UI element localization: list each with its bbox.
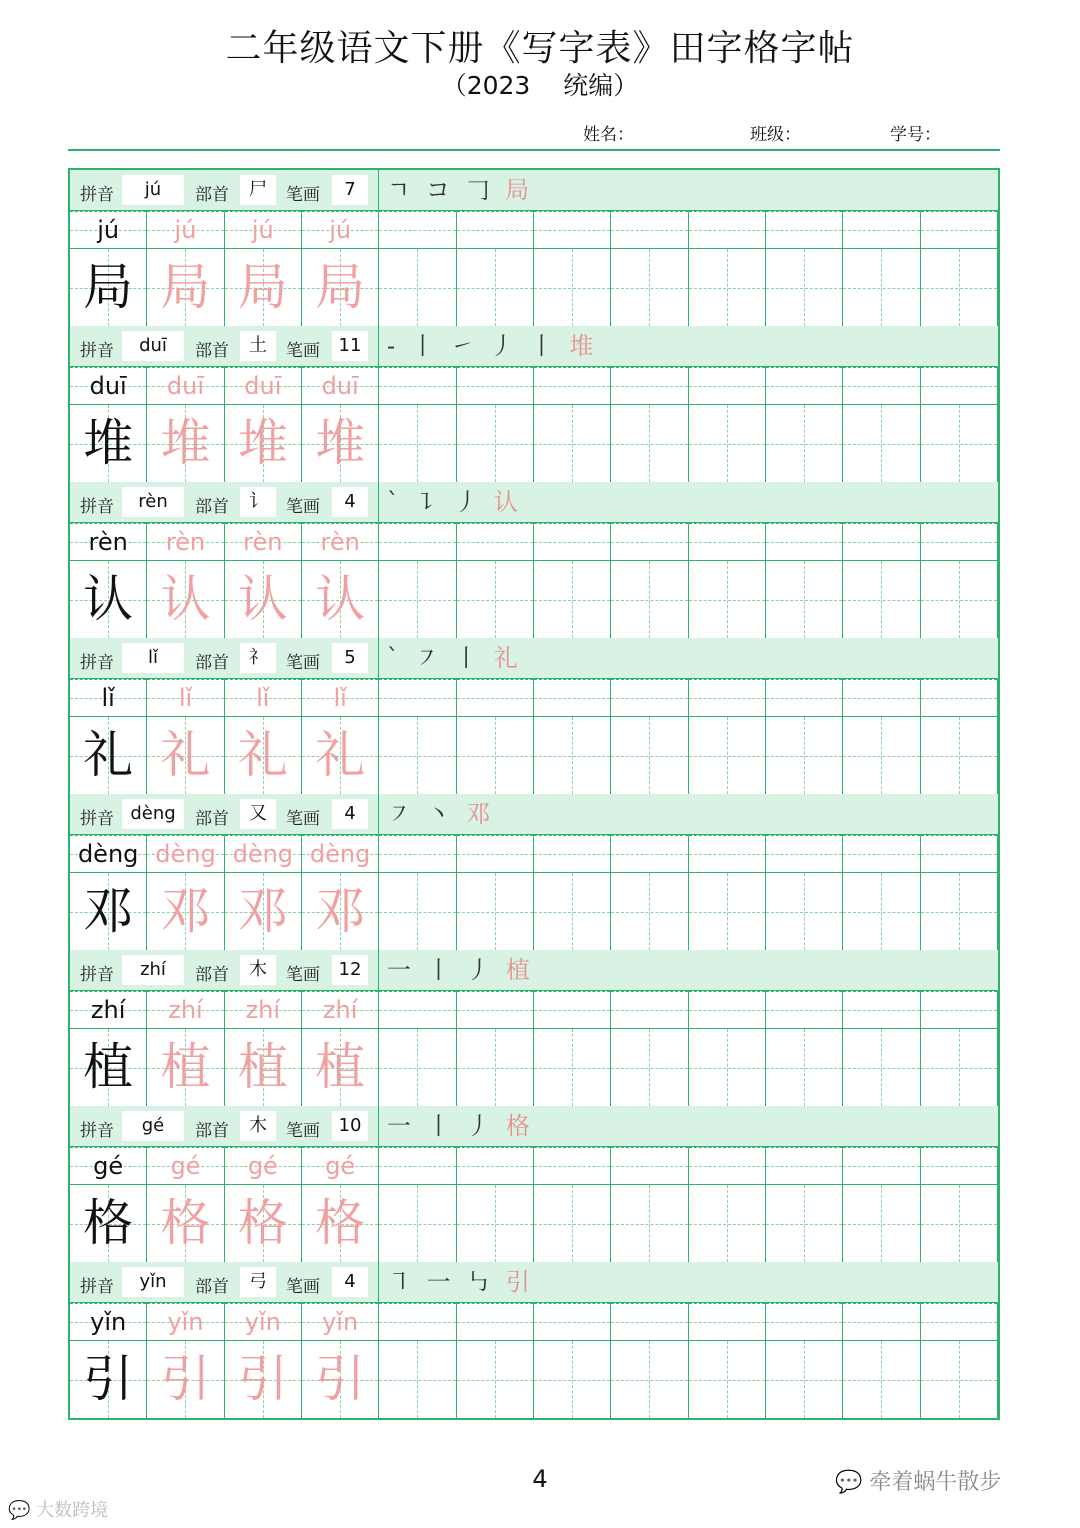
trace-character: 礼 bbox=[160, 726, 211, 784]
trace-character: 局 bbox=[315, 258, 366, 316]
trace-pinyin: jú bbox=[174, 216, 197, 244]
grid-cell-blank[interactable] bbox=[534, 835, 611, 950]
watermark-source-text: 大数跨境 bbox=[36, 1500, 109, 1521]
model-character: 格 bbox=[83, 1194, 134, 1252]
radical-label: 部首 bbox=[195, 965, 229, 985]
stroke-count-label: 笔画 bbox=[286, 497, 320, 517]
grid-cell-model bbox=[70, 679, 147, 794]
pinyin-value: duī bbox=[122, 331, 184, 361]
writing-grid bbox=[70, 211, 998, 326]
grid-cell-blank[interactable] bbox=[689, 991, 766, 1106]
stroke-count-value: 4 bbox=[332, 1267, 368, 1297]
grid-cell-blank[interactable] bbox=[843, 367, 920, 482]
trace-character: 引 bbox=[160, 1350, 211, 1408]
trace-pinyin: dèng bbox=[155, 840, 216, 868]
radical-value: 土 bbox=[240, 331, 276, 361]
grid-cell-trace bbox=[147, 679, 224, 794]
grid-cell-blank[interactable] bbox=[457, 523, 534, 638]
trace-character: 认 bbox=[315, 570, 366, 628]
grid-cell-trace bbox=[225, 991, 302, 1106]
stroke-order-shown: 一 丨 丿 bbox=[387, 1112, 495, 1140]
grid-cell-trace bbox=[302, 835, 379, 950]
grid-cell-blank[interactable] bbox=[843, 1147, 920, 1262]
grid-cell-trace bbox=[147, 1303, 224, 1418]
character-block bbox=[70, 794, 998, 950]
grid-cell-blank[interactable] bbox=[921, 835, 998, 950]
grid-cell-trace bbox=[302, 1147, 379, 1262]
stroke-count-value: 5 bbox=[332, 643, 368, 673]
grid-cell-trace bbox=[302, 523, 379, 638]
model-pinyin: gé bbox=[93, 1152, 124, 1180]
grid-cell-model bbox=[70, 1303, 147, 1418]
grid-cell-blank[interactable] bbox=[843, 991, 920, 1106]
trace-character: 邓 bbox=[315, 882, 366, 940]
grid-cell-blank[interactable] bbox=[379, 679, 456, 794]
trace-character: 格 bbox=[160, 1194, 211, 1252]
char-info-bar bbox=[70, 950, 998, 991]
page-subtitle: （2023 统编） bbox=[441, 71, 639, 100]
grid-cell-blank[interactable] bbox=[689, 679, 766, 794]
pinyin-value: zhí bbox=[122, 955, 184, 985]
grid-cell-blank[interactable] bbox=[611, 367, 688, 482]
pinyin-label: 拼音 bbox=[80, 497, 114, 517]
grid-cell-blank[interactable] bbox=[843, 679, 920, 794]
trace-character: 引 bbox=[237, 1350, 288, 1408]
pinyin-label: 拼音 bbox=[80, 809, 114, 829]
pinyin-value: yǐn bbox=[122, 1267, 184, 1297]
grid-cell-blank[interactable] bbox=[921, 367, 998, 482]
stroke-count-value: 10 bbox=[332, 1111, 368, 1141]
grid-cell-trace bbox=[302, 367, 379, 482]
trace-character: 引 bbox=[315, 1350, 366, 1408]
stroke-count-value: 4 bbox=[332, 487, 368, 517]
stroke-order-shown: ㇇ 丶 bbox=[387, 800, 455, 828]
grid-cell-blank[interactable] bbox=[534, 523, 611, 638]
grid-cell-blank[interactable] bbox=[766, 835, 843, 950]
stroke-order bbox=[378, 1106, 1007, 1146]
watermark-account-text: 牵着蜗牛散步 bbox=[869, 1470, 1002, 1495]
grid-cell-trace bbox=[225, 679, 302, 794]
stroke-order-shown: ㄱ コ 𠃌 bbox=[387, 176, 494, 204]
trace-pinyin: gé bbox=[325, 1152, 356, 1180]
writing-grid bbox=[70, 1147, 998, 1262]
stroke-order-trace: 认 bbox=[493, 488, 522, 516]
trace-pinyin: rèn bbox=[243, 528, 283, 556]
grid-cell-blank[interactable] bbox=[534, 1303, 611, 1418]
trace-pinyin: duī bbox=[321, 372, 359, 400]
model-character: 植 bbox=[83, 1038, 134, 1096]
stroke-count-value: 4 bbox=[332, 799, 368, 829]
stroke-order-trace: 堆 bbox=[569, 332, 598, 360]
grid-cell-blank[interactable] bbox=[766, 1147, 843, 1262]
grid-cell-blank[interactable] bbox=[379, 1303, 456, 1418]
trace-pinyin: duī bbox=[244, 372, 282, 400]
character-block bbox=[70, 326, 998, 482]
stroke-count-value: 7 bbox=[332, 175, 368, 205]
grid-cell-trace bbox=[225, 835, 302, 950]
trace-character: 格 bbox=[315, 1194, 366, 1252]
grid-cell-blank[interactable] bbox=[689, 1303, 766, 1418]
class-label: 班级： bbox=[750, 125, 801, 145]
model-character: 认 bbox=[83, 570, 134, 628]
char-info-bar bbox=[70, 1262, 998, 1303]
grid-cell-blank[interactable] bbox=[457, 367, 534, 482]
model-character: 局 bbox=[83, 258, 134, 316]
grid-cell-blank[interactable] bbox=[457, 1303, 534, 1418]
grid-cell-blank[interactable] bbox=[457, 211, 534, 326]
stroke-order-trace: 引 bbox=[505, 1268, 534, 1296]
model-pinyin: dèng bbox=[77, 840, 139, 868]
radical-label: 部首 bbox=[195, 809, 229, 829]
stroke-count-value: 11 bbox=[332, 331, 368, 361]
grid-cell-blank[interactable] bbox=[689, 367, 766, 482]
trace-character: 格 bbox=[237, 1194, 288, 1252]
writing-grid bbox=[70, 523, 998, 638]
stroke-count-label: 笔画 bbox=[286, 1277, 320, 1297]
grid-cell-blank[interactable] bbox=[843, 211, 920, 326]
stroke-order bbox=[378, 170, 1007, 210]
model-pinyin: duī bbox=[89, 372, 127, 400]
grid-cell-blank[interactable] bbox=[921, 679, 998, 794]
radical-value: 弓 bbox=[240, 1267, 276, 1297]
char-info-bar bbox=[70, 638, 998, 679]
model-character: 邓 bbox=[83, 882, 134, 940]
grid-cell-blank[interactable] bbox=[921, 211, 998, 326]
grid-cell-model bbox=[70, 367, 147, 482]
trace-pinyin: zhí bbox=[245, 996, 281, 1024]
trace-character: 堆 bbox=[237, 414, 288, 472]
trace-character: 邓 bbox=[160, 882, 211, 940]
trace-pinyin: yǐn bbox=[167, 1308, 204, 1336]
grid-cell-blank[interactable] bbox=[611, 991, 688, 1106]
grid-cell-trace bbox=[225, 1303, 302, 1418]
grid-cell-blank[interactable] bbox=[379, 211, 456, 326]
grid-cell-blank[interactable] bbox=[534, 1147, 611, 1262]
radical-label: 部首 bbox=[195, 1121, 229, 1141]
pinyin-value: gé bbox=[122, 1111, 184, 1141]
grid-cell-blank[interactable] bbox=[379, 1147, 456, 1262]
trace-pinyin: zhí bbox=[322, 996, 358, 1024]
model-character: 礼 bbox=[83, 726, 134, 784]
stroke-order-trace: 邓 bbox=[466, 800, 495, 828]
grid-cell-trace bbox=[225, 367, 302, 482]
writing-grid bbox=[70, 991, 998, 1106]
radical-label: 部首 bbox=[195, 341, 229, 361]
char-info-bar bbox=[70, 170, 998, 211]
stroke-order-shown: ` ㇊ 丿 bbox=[387, 488, 483, 516]
stroke-order-trace: 格 bbox=[505, 1112, 534, 1140]
radical-value: 又 bbox=[240, 799, 276, 829]
grid-cell-blank[interactable] bbox=[379, 835, 456, 950]
stroke-count-value: 12 bbox=[332, 955, 368, 985]
grid-cell-trace bbox=[302, 1303, 379, 1418]
grid-cell-blank[interactable] bbox=[457, 835, 534, 950]
header-rule bbox=[68, 149, 1000, 151]
pinyin-value: dèng bbox=[122, 799, 184, 829]
trace-character: 局 bbox=[160, 258, 211, 316]
grid-cell-trace bbox=[147, 1147, 224, 1262]
radical-label: 部首 bbox=[195, 185, 229, 205]
grid-cell-blank[interactable] bbox=[611, 1147, 688, 1262]
grid-cell-blank[interactable] bbox=[379, 991, 456, 1106]
grid-cell-blank[interactable] bbox=[689, 1147, 766, 1262]
trace-character: 植 bbox=[315, 1038, 366, 1096]
stroke-count-label: 笔画 bbox=[286, 809, 320, 829]
pinyin-value: lǐ bbox=[122, 643, 184, 673]
name-label: 姓名： bbox=[583, 125, 634, 145]
grid-cell-blank[interactable] bbox=[689, 211, 766, 326]
grid-cell-blank[interactable] bbox=[534, 679, 611, 794]
char-info-bar bbox=[70, 1106, 998, 1147]
model-character: 引 bbox=[83, 1350, 134, 1408]
grid-cell-blank[interactable] bbox=[843, 835, 920, 950]
radical-label: 部首 bbox=[195, 653, 229, 673]
trace-pinyin: yǐn bbox=[244, 1308, 281, 1336]
stroke-order bbox=[378, 950, 1007, 990]
model-pinyin: jú bbox=[97, 216, 120, 244]
char-info-bar bbox=[70, 326, 998, 367]
watermark-account: 💬 牵着蜗牛散步 bbox=[835, 1470, 1002, 1495]
pinyin-label: 拼音 bbox=[80, 341, 114, 361]
char-info-bar bbox=[70, 794, 998, 835]
grid-cell-blank[interactable] bbox=[534, 991, 611, 1106]
stroke-order-trace: 植 bbox=[505, 956, 534, 984]
model-pinyin: zhí bbox=[90, 996, 126, 1024]
grid-cell-blank[interactable] bbox=[689, 835, 766, 950]
grid-cell-model bbox=[70, 835, 147, 950]
grid-cell-trace bbox=[147, 991, 224, 1106]
trace-character: 邓 bbox=[237, 882, 288, 940]
pinyin-label: 拼音 bbox=[80, 1121, 114, 1141]
pinyin-label: 拼音 bbox=[80, 1277, 114, 1297]
writing-grid bbox=[70, 835, 998, 950]
writing-grid bbox=[70, 679, 998, 794]
student-id-label: 学号： bbox=[890, 125, 941, 145]
radical-value: 尸 bbox=[240, 175, 276, 205]
writing-grid bbox=[70, 1303, 998, 1418]
char-info-bar bbox=[70, 482, 998, 523]
pinyin-label: 拼音 bbox=[80, 653, 114, 673]
grid-cell-trace bbox=[302, 991, 379, 1106]
stroke-count-label: 笔画 bbox=[286, 341, 320, 361]
stroke-count-label: 笔画 bbox=[286, 653, 320, 673]
trace-pinyin: jú bbox=[251, 216, 274, 244]
trace-pinyin: jú bbox=[329, 216, 352, 244]
trace-character: 认 bbox=[237, 570, 288, 628]
watermark-source: 💬 大数跨境 bbox=[8, 1500, 109, 1521]
grid-cell-blank[interactable] bbox=[611, 211, 688, 326]
grid-cell-blank[interactable] bbox=[534, 211, 611, 326]
grid-cell-blank[interactable] bbox=[689, 523, 766, 638]
grid-cell-blank[interactable] bbox=[921, 1147, 998, 1262]
character-block bbox=[70, 482, 998, 638]
stroke-order-shown: 一 丨 丿 bbox=[387, 956, 495, 984]
character-block bbox=[70, 950, 998, 1106]
grid-cell-model bbox=[70, 523, 147, 638]
stroke-order bbox=[378, 326, 1007, 366]
grid-cell-blank[interactable] bbox=[457, 1147, 534, 1262]
grid-cell-blank[interactable] bbox=[921, 991, 998, 1106]
stroke-order bbox=[378, 1262, 1007, 1302]
grid-cell-blank[interactable] bbox=[379, 523, 456, 638]
pinyin-value: rèn bbox=[122, 487, 184, 517]
stroke-order-shown: ㇕ 一 ㇉ bbox=[387, 1268, 495, 1296]
model-character: 堆 bbox=[83, 414, 134, 472]
radical-value: 讠 bbox=[240, 487, 276, 517]
trace-pinyin: lǐ bbox=[333, 684, 347, 712]
trace-pinyin: rèn bbox=[165, 528, 206, 556]
grid-cell-blank[interactable] bbox=[379, 367, 456, 482]
stroke-order bbox=[378, 794, 1007, 834]
grid-cell-trace bbox=[302, 679, 379, 794]
trace-pinyin: dèng bbox=[309, 840, 371, 868]
trace-character: 堆 bbox=[160, 414, 211, 472]
grid-cell-blank[interactable] bbox=[843, 523, 920, 638]
grid-cell-blank[interactable] bbox=[611, 835, 688, 950]
grid-cell-model bbox=[70, 211, 147, 326]
grid-cell-blank[interactable] bbox=[534, 367, 611, 482]
grid-cell-blank[interactable] bbox=[766, 679, 843, 794]
practice-sheet bbox=[68, 168, 1000, 1420]
radical-value: 木 bbox=[240, 955, 276, 985]
stroke-order-shown: ` ㇇ 丨 bbox=[387, 644, 483, 672]
pinyin-label: 拼音 bbox=[80, 965, 114, 985]
trace-character: 堆 bbox=[315, 414, 366, 472]
trace-character: 植 bbox=[160, 1038, 211, 1096]
grid-cell-blank[interactable] bbox=[766, 211, 843, 326]
model-pinyin: yǐn bbox=[90, 1308, 127, 1336]
grid-cell-blank[interactable] bbox=[457, 991, 534, 1106]
trace-pinyin: dèng bbox=[232, 840, 294, 868]
trace-character: 局 bbox=[237, 258, 288, 316]
grid-cell-trace bbox=[302, 211, 379, 326]
model-pinyin: lǐ bbox=[101, 684, 115, 712]
grid-cell-trace bbox=[225, 211, 302, 326]
grid-cell-blank[interactable] bbox=[843, 1303, 920, 1418]
pinyin-label: 拼音 bbox=[80, 185, 114, 205]
grid-cell-blank[interactable] bbox=[921, 523, 998, 638]
trace-pinyin: yǐn bbox=[322, 1308, 359, 1336]
grid-cell-blank[interactable] bbox=[611, 679, 688, 794]
grid-cell-blank[interactable] bbox=[766, 1303, 843, 1418]
grid-cell-trace bbox=[225, 523, 302, 638]
grid-cell-blank[interactable] bbox=[921, 1303, 998, 1418]
trace-pinyin: duī bbox=[166, 372, 205, 400]
grid-cell-blank[interactable] bbox=[766, 991, 843, 1106]
stroke-order-trace: 礼 bbox=[493, 644, 522, 672]
grid-cell-blank[interactable] bbox=[766, 523, 843, 638]
radical-value: 礻 bbox=[240, 643, 276, 673]
grid-cell-trace bbox=[147, 523, 224, 638]
grid-cell-trace bbox=[147, 211, 224, 326]
trace-pinyin: zhí bbox=[168, 996, 203, 1024]
radical-label: 部首 bbox=[195, 497, 229, 517]
character-block bbox=[70, 1106, 998, 1262]
trace-character: 植 bbox=[237, 1038, 288, 1096]
stroke-count-label: 笔画 bbox=[286, 185, 320, 205]
page-title: 二年级语文下册《写字表》田字格字帖 bbox=[225, 28, 855, 69]
trace-character: 认 bbox=[160, 570, 211, 628]
grid-cell-blank[interactable] bbox=[457, 679, 534, 794]
writing-grid bbox=[70, 367, 998, 482]
grid-cell-blank[interactable] bbox=[611, 523, 688, 638]
stroke-count-label: 笔画 bbox=[286, 965, 320, 985]
trace-pinyin: gé bbox=[247, 1152, 278, 1180]
grid-cell-blank[interactable] bbox=[766, 367, 843, 482]
grid-cell-blank[interactable] bbox=[611, 1303, 688, 1418]
grid-cell-trace bbox=[147, 835, 224, 950]
trace-character: 礼 bbox=[315, 726, 366, 784]
stroke-order bbox=[378, 482, 1007, 522]
grid-cell-model bbox=[70, 1147, 147, 1262]
grid-cell-model bbox=[70, 991, 147, 1106]
radical-value: 木 bbox=[240, 1111, 276, 1141]
trace-character: 礼 bbox=[237, 726, 288, 784]
grid-cell-trace bbox=[147, 367, 224, 482]
stroke-order-shown: - 丨 ㇀ 丿 丨 bbox=[387, 332, 558, 360]
grid-cell-trace bbox=[225, 1147, 302, 1262]
radical-label: 部首 bbox=[195, 1277, 229, 1297]
pinyin-value: jú bbox=[122, 175, 184, 205]
trace-pinyin: lǐ bbox=[256, 684, 270, 712]
character-block bbox=[70, 1262, 998, 1418]
trace-pinyin: gé bbox=[170, 1152, 201, 1180]
trace-pinyin: rèn bbox=[320, 528, 360, 556]
stroke-count-label: 笔画 bbox=[286, 1121, 320, 1141]
model-pinyin: rèn bbox=[88, 528, 128, 556]
page-number: 4 bbox=[532, 1465, 548, 1493]
stroke-order-trace: 局 bbox=[505, 176, 534, 204]
character-block bbox=[70, 170, 998, 326]
character-block bbox=[70, 638, 998, 794]
trace-pinyin: lǐ bbox=[178, 684, 193, 712]
stroke-order bbox=[378, 638, 1007, 678]
